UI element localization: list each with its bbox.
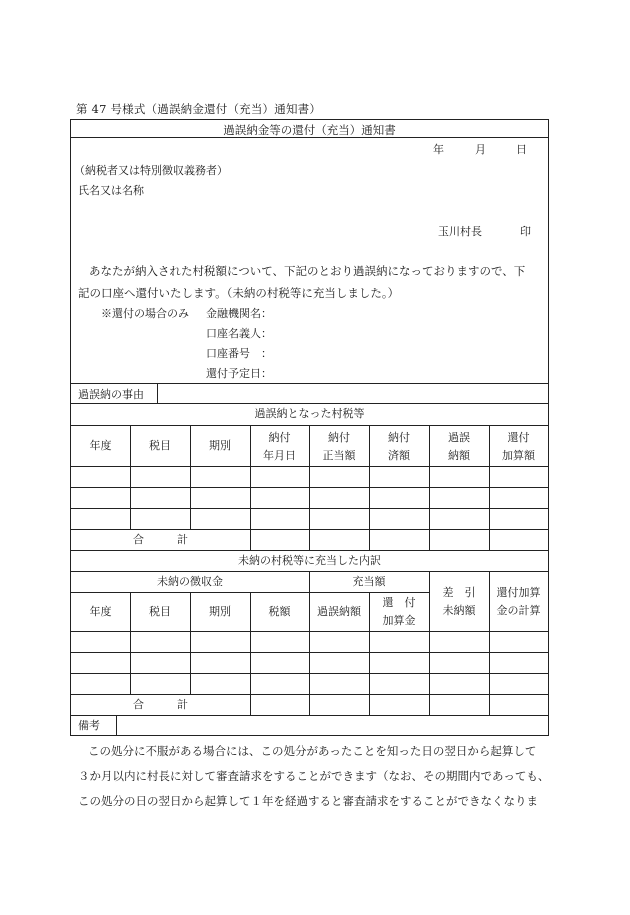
s2-vline-2 <box>190 592 191 694</box>
recipient-label: （納税者又は特別徴収義務者） <box>74 164 228 177</box>
reason-label: 過誤納の事由 <box>78 388 144 401</box>
title-divider <box>71 137 548 138</box>
s2-vline-6 <box>429 571 430 715</box>
s1-vline-4 <box>309 425 310 550</box>
scheduled-date-label: 還付予定日： <box>206 367 272 380</box>
notice-line-1: あなたが納入された村税額について、下記のとおり過誤納になっておりますので、下 <box>89 264 526 278</box>
s1-vline-6 <box>429 425 430 550</box>
section2-title: 未納の村税等に充当した内訳 <box>238 554 381 567</box>
s2-col-diff-2: 未納額 <box>442 604 476 617</box>
s1-col-refund-add-2: 加算額 <box>502 449 535 462</box>
account-number-label: 口座番号 ： <box>206 347 272 360</box>
section1-title: 過誤納となった村税等 <box>254 407 365 420</box>
date-month: 月 <box>475 143 486 156</box>
s2-group-unpaid: 未納の徴収金 <box>157 575 223 588</box>
reason-bottom-line <box>71 403 548 404</box>
s1-col-period: 期別 <box>209 439 231 452</box>
footer-line-1: この処分に不服がある場合には、この処分があったことを知った日の翌日から起算して <box>88 744 537 758</box>
s1-col-paid-date: 納付 <box>268 431 291 444</box>
remarks-divider <box>116 715 117 735</box>
s1-vline-7 <box>489 425 490 550</box>
s1-bottom-line <box>71 550 548 551</box>
s2-col-year: 年度 <box>89 605 112 618</box>
s1-col-overpaid: 過誤 <box>448 431 470 444</box>
s1-col-proper-amount-2: 正当額 <box>322 449 356 462</box>
s2-vline-4 <box>309 571 310 715</box>
name-label: 氏名又は名称 <box>78 184 144 197</box>
s1-col-paid-date-2: 年月日 <box>263 449 296 462</box>
notice-line-2: 記の口座へ還付いたします。（未納の村税等に充当しました。） <box>78 286 400 300</box>
s1-col-paid-amount: 納付 <box>388 431 410 444</box>
date-day: 日 <box>516 143 527 156</box>
footer-line-3: この処分の日の翌日から起算して１年を経過すると審査請求をすることができなくなりま <box>78 794 538 808</box>
s1-col-year: 年度 <box>89 439 112 452</box>
s2-col-overpaid: 過誤納額 <box>317 605 361 618</box>
notice-form <box>70 119 549 736</box>
s1-col-proper-amount: 納付 <box>328 431 350 444</box>
s2-col-tax-amount: 税額 <box>268 605 291 618</box>
bank-institution-label: 金融機関名： <box>206 307 272 320</box>
reason-divider <box>157 383 158 403</box>
s2-total-label: 合 計 <box>133 698 188 711</box>
form-number: 第 47 号様式（過誤納金還付（充当）通知書） <box>76 102 322 116</box>
s2-group-applied: 充当額 <box>352 575 386 588</box>
s2-col-applied-refund: 還 付 <box>382 596 416 609</box>
s2-col-diff: 差 引 <box>442 586 476 599</box>
account-holder-label: 口座名義人： <box>206 327 272 340</box>
s2-col-refund-calc-2: 金の計算 <box>496 604 541 617</box>
footer-line-2: ３か月以内に村長に対して審査請求をすることができます（なお、その期間内であっても、 <box>78 769 550 783</box>
s1-col-refund-add: 還付 <box>507 431 530 444</box>
refund-only-label: ※還付の場合のみ <box>101 307 189 320</box>
s2-vline-7 <box>489 571 490 715</box>
s2-col-period: 期別 <box>209 605 231 618</box>
reason-top-line <box>71 383 548 384</box>
s2-vline-5 <box>369 592 370 715</box>
s1-col-tax-item: 税目 <box>149 439 171 452</box>
s1-col-paid-amount-2: 済額 <box>388 449 410 462</box>
issuer: 玉川村長 <box>438 225 482 238</box>
date-year: 年 <box>433 143 444 156</box>
s1-vline-1 <box>130 425 131 529</box>
s2-col-refund-calc: 還付加算 <box>496 586 541 599</box>
s2-vline-3 <box>250 592 251 715</box>
s2-vline-1 <box>130 592 131 694</box>
s2-col-applied-refund-2: 加算金 <box>382 614 416 627</box>
seal-mark: 印 <box>520 225 531 238</box>
s2-col-tax-item: 税目 <box>149 605 171 618</box>
remarks-label: 備考 <box>78 719 100 732</box>
s2-bottom-line <box>71 715 548 716</box>
document-title: 過誤納金等の還付（充当）通知書 <box>223 123 396 137</box>
s1-vline-2 <box>190 425 191 529</box>
s1-vline-3 <box>250 425 251 550</box>
s1-col-overpaid-2: 納額 <box>448 449 470 462</box>
s1-total-label: 合 計 <box>133 533 188 546</box>
s1-vline-5 <box>369 425 370 550</box>
